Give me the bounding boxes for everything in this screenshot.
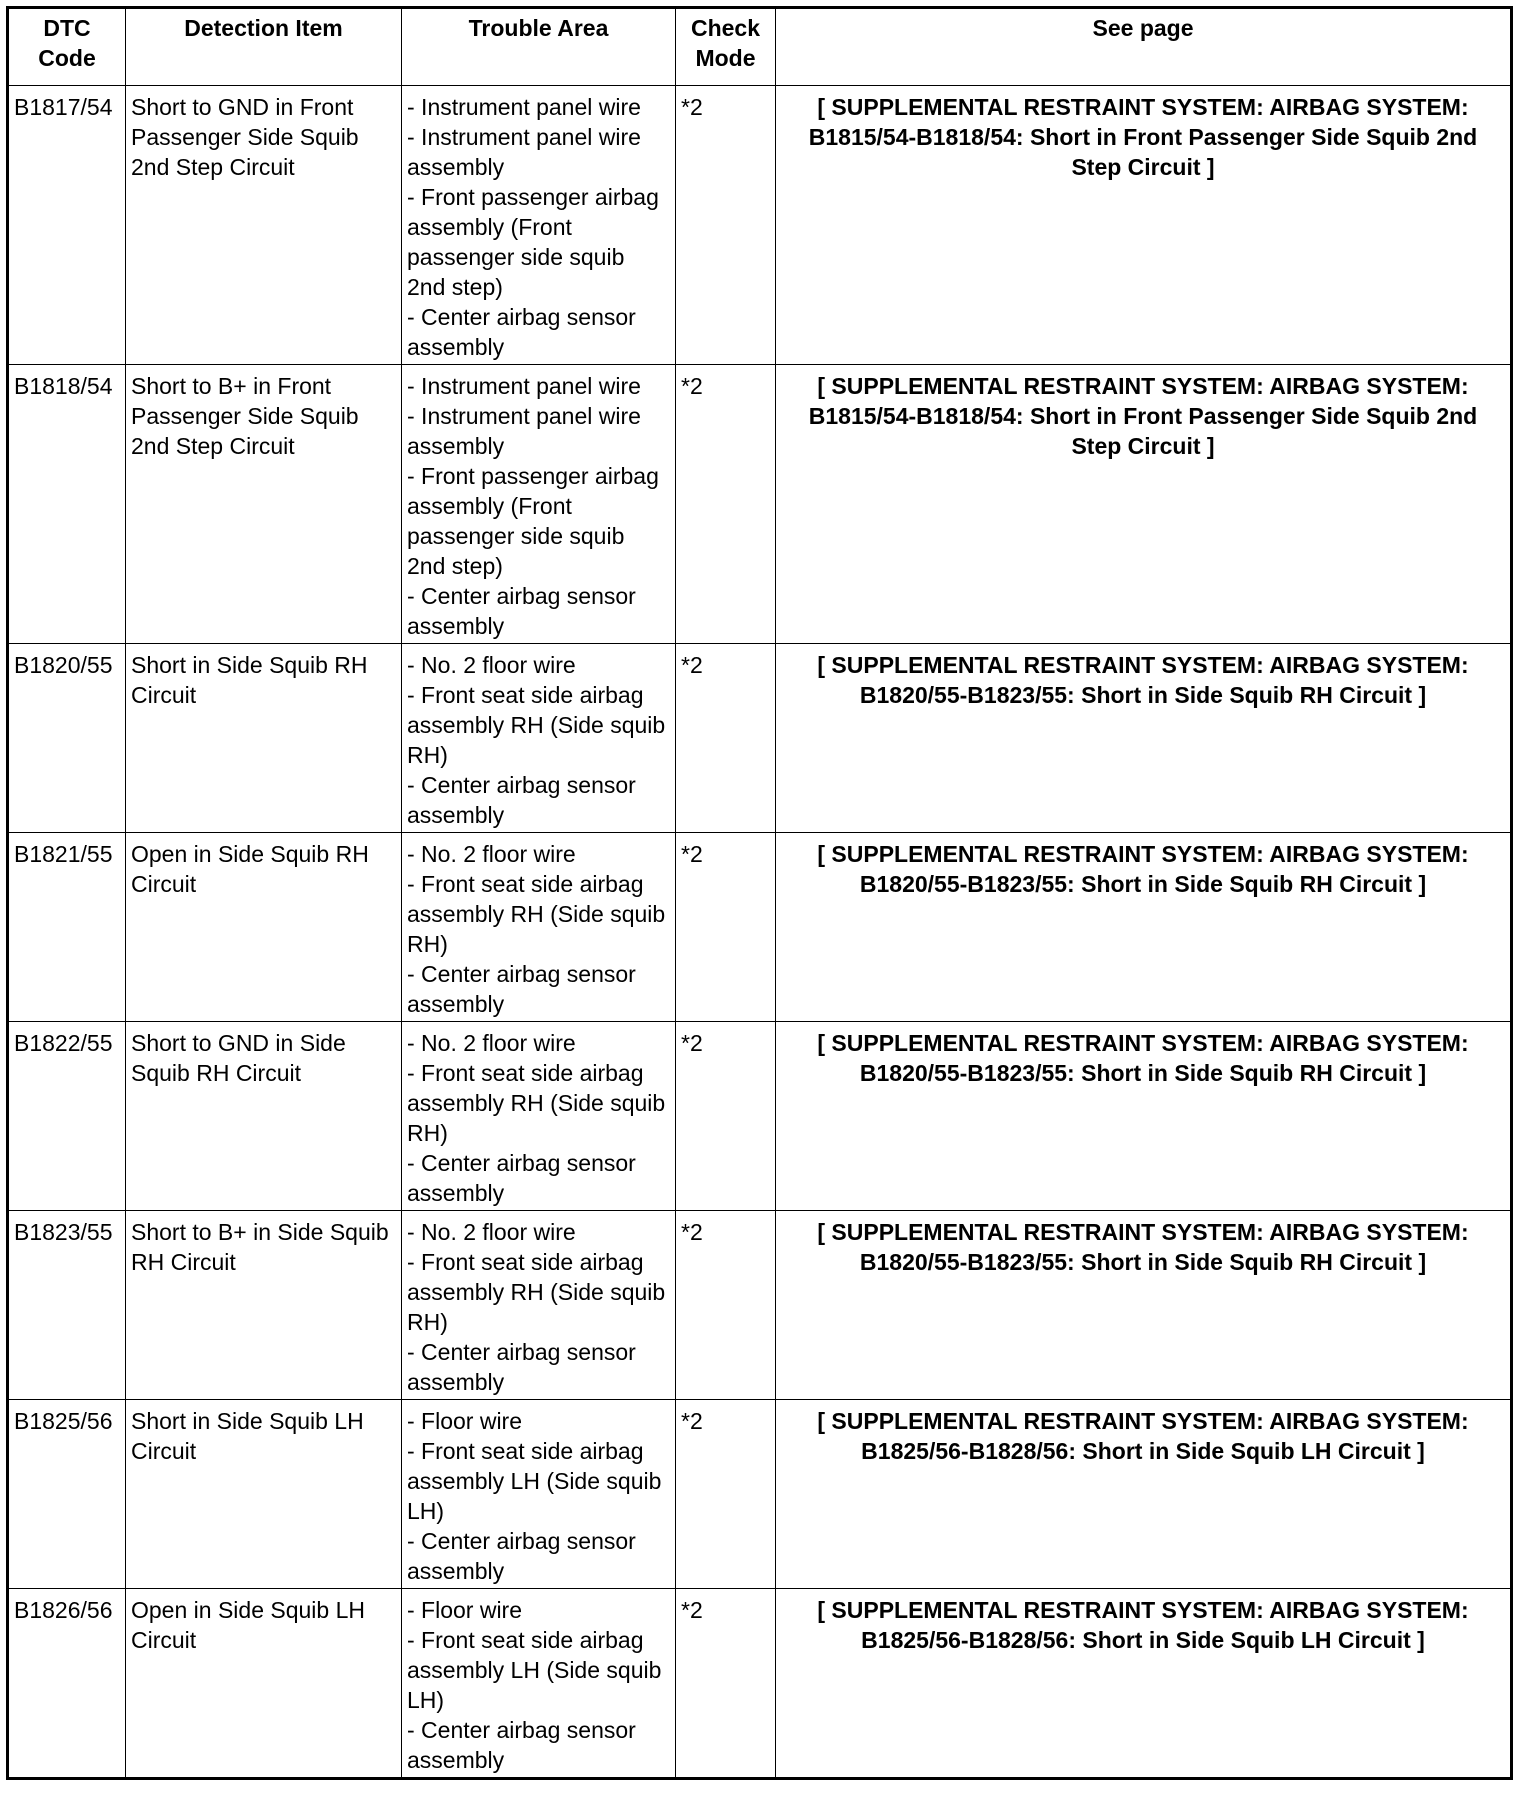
see-page-link[interactable]: [ SUPPLEMENTAL RESTRAINT SYSTEM: AIRBAG SYSTEM: B1820/55-B1823/55: Short in Side Squib RH Circuit ]: [776, 833, 1512, 1022]
check-mode-cell: *2: [676, 1022, 776, 1211]
check-mode-cell: *2: [676, 1400, 776, 1589]
detection-item-cell: Short to GND in Side Squib RH Circuit: [126, 1022, 402, 1211]
trouble-area-item: - Front seat side airbag assembly RH (Side squib RH): [407, 1249, 666, 1335]
trouble-area-item: - Center airbag sensor assembly: [407, 772, 636, 828]
trouble-area-cell: [402, 86, 676, 365]
trouble-area-item: - Center airbag sensor assembly: [407, 583, 636, 639]
detection-item-cell: Short in Side Squib LH Circuit: [126, 1400, 402, 1589]
table-row: [8, 1211, 1512, 1400]
table-row: [8, 1400, 1512, 1589]
trouble-area-item: - Center airbag sensor assembly: [407, 1717, 636, 1773]
table-row: [8, 365, 1512, 644]
trouble-area-item: - No. 2 floor wire: [407, 1219, 576, 1245]
dtc-code-cell: B1818/54: [8, 365, 126, 644]
see-page-link[interactable]: [ SUPPLEMENTAL RESTRAINT SYSTEM: AIRBAG SYSTEM: B1825/56-B1828/56: Short in Side Squib LH Circuit ]: [776, 1589, 1512, 1779]
table-row: [8, 86, 1512, 365]
check-mode-cell: *2: [676, 833, 776, 1022]
detection-item-cell: Short in Side Squib RH Circuit: [126, 644, 402, 833]
see-page-link[interactable]: [ SUPPLEMENTAL RESTRAINT SYSTEM: AIRBAG SYSTEM: B1825/56-B1828/56: Short in Side Squib LH Circuit ]: [776, 1400, 1512, 1589]
dtc-table: [6, 6, 1513, 1780]
dtc-code-cell: B1820/55: [8, 644, 126, 833]
table-body: [8, 86, 1512, 1779]
table-row: [8, 1589, 1512, 1779]
see-page-link[interactable]: [ SUPPLEMENTAL RESTRAINT SYSTEM: AIRBAG SYSTEM: B1815/54-B1818/54: Short in Front Passenger Side Squib 2nd Step Circuit ]: [776, 365, 1512, 644]
trouble-area-cell: [402, 1400, 676, 1589]
detection-item-cell: Short to B+ in Front Passenger Side Squib 2nd Step Circuit: [126, 365, 402, 644]
dtc-code-cell: B1826/56: [8, 1589, 126, 1779]
trouble-area-item: - No. 2 floor wire: [407, 841, 576, 867]
trouble-area-cell: [402, 1211, 676, 1400]
check-mode-cell: *2: [676, 644, 776, 833]
trouble-area-item: - Floor wire: [407, 1408, 523, 1434]
trouble-area-item: - Instrument panel wire: [407, 373, 641, 399]
dtc-code-cell: B1821/55: [8, 833, 126, 1022]
check-mode-cell: *2: [676, 1589, 776, 1779]
header-check-mode: Check Mode: [676, 8, 776, 86]
trouble-area-item: - Instrument panel wire assembly: [407, 124, 641, 180]
trouble-area-item: - No. 2 floor wire: [407, 652, 576, 678]
header-detection-item: Detection Item: [126, 8, 402, 86]
trouble-area-item: - Center airbag sensor assembly: [407, 304, 636, 360]
table-row: [8, 1022, 1512, 1211]
see-page-link[interactable]: [ SUPPLEMENTAL RESTRAINT SYSTEM: AIRBAG SYSTEM: B1820/55-B1823/55: Short in Side Squib RH Circuit ]: [776, 1022, 1512, 1211]
trouble-area-item: - Center airbag sensor assembly: [407, 1150, 636, 1206]
dtc-code-cell: B1822/55: [8, 1022, 126, 1211]
trouble-area-item: - Center airbag sensor assembly: [407, 1339, 636, 1395]
dtc-code-cell: B1817/54: [8, 86, 126, 365]
trouble-area-cell: [402, 644, 676, 833]
see-page-link[interactable]: [ SUPPLEMENTAL RESTRAINT SYSTEM: AIRBAG SYSTEM: B1815/54-B1818/54: Short in Front Passenger Side Squib 2nd Step Circuit ]: [776, 86, 1512, 365]
trouble-area-item: - Front seat side airbag assembly RH (Side squib RH): [407, 682, 666, 768]
table-row: [8, 644, 1512, 833]
trouble-area-item: - Front seat side airbag assembly RH (Side squib RH): [407, 1060, 666, 1146]
trouble-area-item: - Front seat side airbag assembly LH (Side squib LH): [407, 1627, 662, 1713]
trouble-area-cell: [402, 1022, 676, 1211]
header-see-page: See page: [776, 8, 1512, 86]
check-mode-cell: *2: [676, 1211, 776, 1400]
trouble-area-item: - Center airbag sensor assembly: [407, 1528, 636, 1584]
detection-item-cell: Short to GND in Front Passenger Side Squib 2nd Step Circuit: [126, 86, 402, 365]
dtc-code-cell: B1823/55: [8, 1211, 126, 1400]
see-page-link[interactable]: [ SUPPLEMENTAL RESTRAINT SYSTEM: AIRBAG SYSTEM: B1820/55-B1823/55: Short in Side Squib RH Circuit ]: [776, 644, 1512, 833]
table-header-row: [8, 8, 1512, 86]
check-mode-cell: *2: [676, 365, 776, 644]
trouble-area-item: - Instrument panel wire: [407, 94, 641, 120]
trouble-area-item: - Floor wire: [407, 1597, 523, 1623]
header-dtc-code: DTC Code: [8, 8, 126, 86]
detection-item-cell: Short to B+ in Side Squib RH Circuit: [126, 1211, 402, 1400]
header-trouble-area: Trouble Area: [402, 8, 676, 86]
trouble-area-cell: [402, 365, 676, 644]
trouble-area-item: - Front seat side airbag assembly RH (Side squib RH): [407, 871, 666, 957]
trouble-area-item: - Instrument panel wire assembly: [407, 403, 641, 459]
trouble-area-item: - Front seat side airbag assembly LH (Side squib LH): [407, 1438, 662, 1524]
table-row: [8, 833, 1512, 1022]
trouble-area-cell: [402, 1589, 676, 1779]
see-page-link[interactable]: [ SUPPLEMENTAL RESTRAINT SYSTEM: AIRBAG SYSTEM: B1820/55-B1823/55: Short in Side Squib RH Circuit ]: [776, 1211, 1512, 1400]
detection-item-cell: Open in Side Squib LH Circuit: [126, 1589, 402, 1779]
detection-item-cell: Open in Side Squib RH Circuit: [126, 833, 402, 1022]
check-mode-cell: *2: [676, 86, 776, 365]
trouble-area-cell: [402, 833, 676, 1022]
trouble-area-item: - Front passenger airbag assembly (Front passenger side squib 2nd step): [407, 184, 659, 300]
trouble-area-item: - No. 2 floor wire: [407, 1030, 576, 1056]
trouble-area-item: - Front passenger airbag assembly (Front passenger side squib 2nd step): [407, 463, 659, 579]
dtc-code-cell: B1825/56: [8, 1400, 126, 1589]
trouble-area-item: - Center airbag sensor assembly: [407, 961, 636, 1017]
